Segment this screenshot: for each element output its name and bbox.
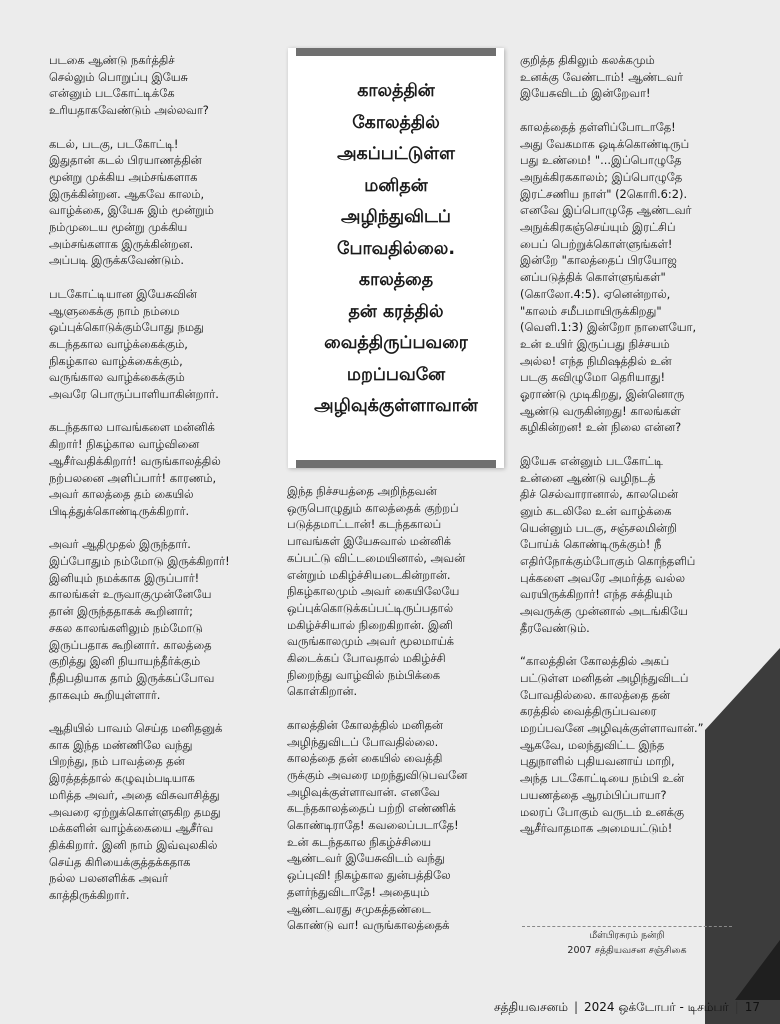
footer-separator: | bbox=[734, 1000, 739, 1014]
paragraph: காலத்தைத் தள்ளிப்போடாதே! அது வேகமாக ஒடிக்கொண்டிருப் பது உண்மை! "...இப்பொழுதே அநுக்கிரககாலம்; இப்பொழுதே இரட்சணிய நாள்" (2கொரி.6:2). எனவே இப்பொழுதே ஆண்டவர் அநுக்கிரகஞ்செய்யும் இரட்சிப் பைப் பெற்றுக்கொள்ளுங்கள்! இன்றே "காலத்தைப் பிரயோஜ னப்படுத்திக் கொள்ளுங்கள்" (கொலோ.4:5). ஏனென்றால், "காலம் சமீபமாயிருக்கிறது" (வெளி.1:3) இன்றோ நாளையோ, உன் உயிர் இருப்பது நிச்சயம் அல்ல! எந்த நிமிஷத்தில் உன் படகு கவிழுமோ தெரியாது! ஓராண்டு முடிகிறது, இன்னொரு ஆண்டு வருகின்றது! காலங்கள் கழிகின்றன! உன் நிலை என்ன? bbox=[520, 119, 697, 435]
pull-quote-text: காலத்தின் கோலத்தில் அகப்பட்டுள்ள மனிதன் அழிந்துவிடப் போவதில்லை. காலத்தை தன் கரத்தில் வைத்திருப்பவரை மறப்பவனே அழிவுக்குள்ளாவான் bbox=[314, 81, 478, 416]
paragraph: படகோட்டியான இயேசுவின் ஆளுகைக்கு நாம் நம்மை ஒப்புக்கொடுக்கும்போது நமது கடந்தகால வாழ்க்கைக்கும், நிகழ்கால வாழ்க்கைக்கும், வருங்கால வாழ்க்கைக்கும் அவரே பொருப்பாளியாகின்றார். bbox=[49, 286, 219, 402]
pull-quote-box bbox=[288, 48, 504, 468]
credit-line-2: 2007 சத்தியவசன சஞ்சிகை bbox=[567, 945, 687, 956]
paragraph: “காலத்தின் கோலத்தில் அகப் பட்டுள்ள மனிதன் அழிந்துவிடப் போவதில்லை. காலத்தை தன் கரத்தில் வைத்திருப்பவரை மறப்பவனே அழிவுக்குள்ளாவான்.” ஆகவே, மலந்துவிட்ட இந்த புதுநாளில் புதியவனாய் மாறி, அந்த படகோட்டியை நம்பி உன் பயணத்தை ஆரம்பிப்பாயா? மலரப் போகும் வருடம் உனக்கு ஆசீர்வாதமாக அமையட்டும்! bbox=[520, 654, 704, 836]
credit-divider bbox=[522, 926, 732, 927]
paragraph: கடல், படகு, படகோட்டி! இதுதான் கடல் பிரயாணத்தின் மூன்று முக்கிய அம்சங்களாக இருக்கின்றன. ஆகவே காலம், வாழ்க்கை, இயேசு இம் மூன்றும் நம்முடைய மூன்று முக்கிய அம்சங்களாக இருக்கின்றன. அப்படி இருக்கவேண்டும். bbox=[49, 136, 214, 268]
paragraph: ஆதியில் பாவம் செய்த மனிதனுக் காக இந்த மண்ணிலே வந்து பிறந்து, நம் பாவத்தை தன் இரத்தத்தால் கழுவும்படியாக மரித்த அவர், அதை விசுவாசித்து அவரை ஏற்றுக்கொள்ளுகிற தமது மக்களின் வாழ்க்கையை ஆசீர்வ திக்கிறார். இனி நாம் இவ்வுலகில் செய்த கிரியைக்குத்தக்கதாக நல்ல பலனளிக்க அவர் காத்திருக்கிறார். bbox=[49, 721, 223, 903]
paragraph: குறித்த திகிலும் கலக்கமும் உனக்கு வேண்டாம்! ஆண்டவர் இயேசுவிடம் இன்றேவா! bbox=[520, 53, 684, 101]
pull-quote-bottom-bar bbox=[296, 460, 496, 468]
paragraph: இயேசு என்னும் படகோட்டி உன்னை ஆண்டு வழிநடத் திச் செல்வாரானால், காலமென் னும் கடலிலே உன் வாழ்க்கை யென்னும் படகு, சஞ்சலமின்றி போய்க் கொண்டிருக்கும்! நீ எதிர்நோக்கும்போகும் கொந்தளிப் புக்களை அவரே அமர்த்த வல்ல வரயிருக்கிறார்! எந்த சக்தியும் அவருக்கு முன்னால் அடங்கியே தீரவேண்டும். bbox=[520, 453, 696, 635]
text-column-2 bbox=[287, 483, 502, 951]
reprint-credit bbox=[522, 928, 732, 972]
paragraph: கடந்தகால பாவங்களை மன்னிக் கிறார்! நிகழ்கால வாழ்வினை ஆசீர்வதிக்கிறார்! வருங்காலத்தில் நற்பலனை அளிப்பார்! காரணம், அவர் காலத்தை தம் கையில் பிடித்துக்கொண்டிருக்கிறார். bbox=[49, 420, 221, 518]
page-number: 17 bbox=[744, 1000, 760, 1014]
paragraph: படகை ஆண்டு நகர்த்திச் செல்லும் பொறுப்பு இயேசு என்னும் படகோட்டிக்கே உரியதாகவேண்டும் அல்லவா? bbox=[49, 53, 209, 118]
footer-separator: | bbox=[573, 1000, 579, 1014]
text-column-3 bbox=[520, 52, 735, 854]
page-footer bbox=[494, 1000, 760, 1016]
paragraph: இந்த நிச்சயத்தை அறிந்தவன் ஒருபொழுதும் காலத்தைக் குற்றப் படுத்தமாட்டான்! கடந்தகாலப் பாவங்கள் இயேசுவால் மன்னிக் கப்பட்டு விட்டமையினால், அவன் என்றும் மகிழ்ச்சியடைகின்றான். நிகழ்காலமும் அவர் கையிலேயே ஒப்புக்கொடுக்கப்பட்டிருப்பதால் மகிழ்ச்சியால் நிறைகிறான். இனி வருங்காலமும் அவர் மூலமாய்க் கிடைக்கப் போவதால் மகிழ்ச்சி நிறைந்து வாழ்வில் நம்பிக்கை கொள்கிறான். bbox=[287, 484, 466, 699]
pull-quote-top-bar bbox=[296, 48, 496, 56]
paragraph: அவர் ஆதிமுதல் இருந்தார். இப்போதும் நம்மோடு இருக்கிறார்! இனியும் நமக்காக இருப்பார்! காலங்கள் உருவாகுமுன்னேயே தான் இருந்ததாகக் கூறினார்; சகல காலங்களிலும் நம்மோடு இருப்பதாக கூறினார். காலத்தை குறித்து இனி நியாயந்தீர்க்கும் நீதிபதியாக தாம் இருக்கப்போவ தாகவும் கூறியுள்ளார். bbox=[49, 537, 230, 702]
magazine-name: சத்தியவசனம் bbox=[493, 1000, 568, 1014]
paragraph: காலத்தின் கோலத்தில் மனிதன் அழிந்துவிடப் போவதில்லை. காலத்தை தன் கையில் வைத்தி ருக்கும் அவரை மறந்துவிடுபவனே அழிவுக்குள்ளாவான். எனவே கடந்தகாலத்தைப் பற்றி எண்ணிக் கொண்டிராதே! கவலைப்படாதே! உன் கடந்தகால நிகழ்ச்சியை ஆண்டவர் இயேசுவிடம் வந்து ஒப்புவி! நிகழ்கால துன்பத்திலே தளர்ந்துவிடாதே! அதையும் ஆண்டவரது சமுகத்தண்டை கொண்டு வா! வருங்காலத்தைக் bbox=[287, 717, 468, 933]
credit-line-1: மீள்பிரசுரம் நன்றி bbox=[589, 930, 665, 941]
text-column-1 bbox=[49, 52, 269, 920]
issue-date: 2024 ஒக்டோபர் - டிசம்பர் bbox=[584, 1000, 729, 1014]
